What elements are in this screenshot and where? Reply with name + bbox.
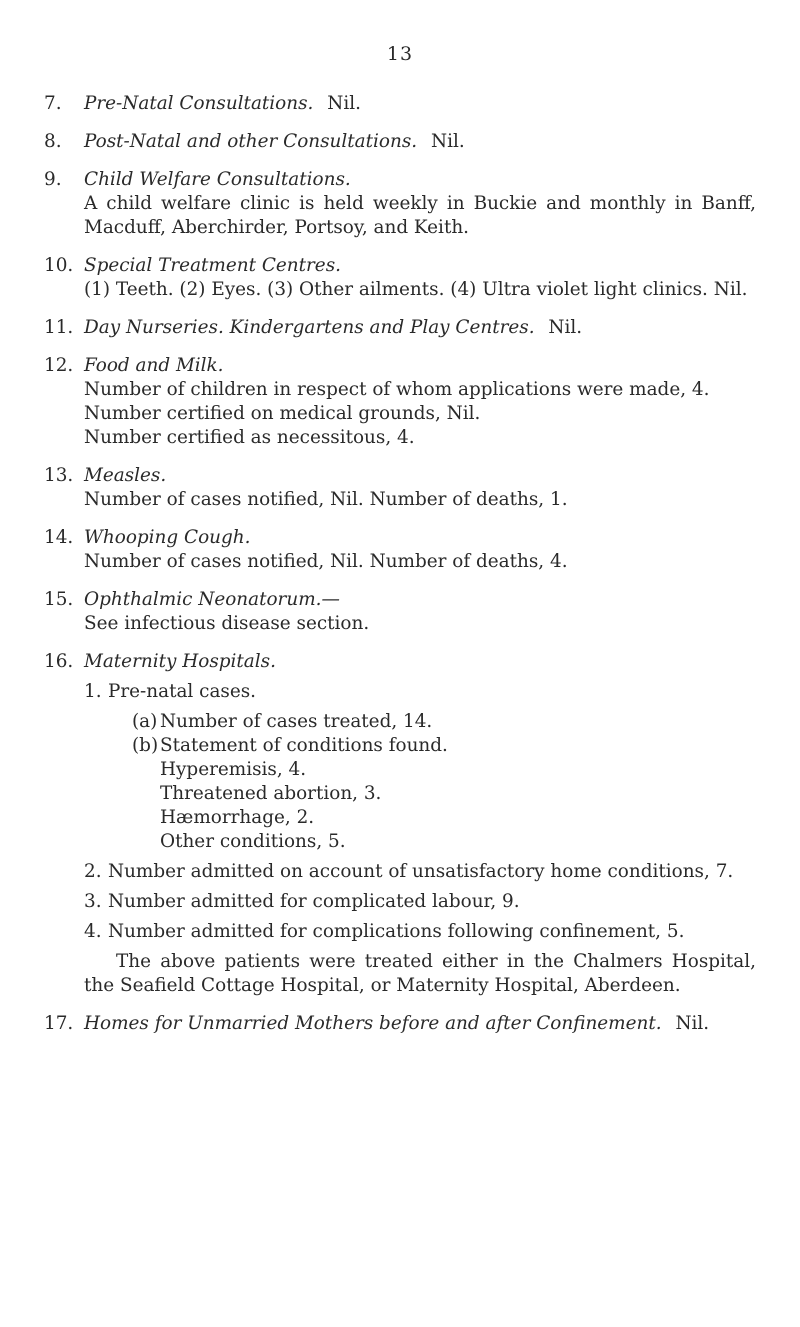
section-text: A child welfare clinic is held weekly in Buckie and monthly in Banff, Macduff, Aberchirder, Portsoy, and Keith. [84,193,756,238]
section-13 [44,464,756,512]
section-16 [44,650,756,998]
section-15 [44,588,756,636]
subitem-number: 4. [84,921,102,942]
section-number: 7. [44,93,62,114]
section-number: 9. [44,169,62,190]
section-text: Nil. [430,131,465,152]
section-line: Number certified as necessitous, 4. [84,427,415,448]
item-text: Number of cases treated, 14. [160,711,433,732]
section-number: 13. [44,465,74,486]
section-text: Nil. [327,93,361,114]
subitem-3 [84,890,756,914]
section-title: Ophthalmic Neonatorum.— [84,589,340,610]
section-text: Number of cases notified, Nil. Number of deaths, 1. [84,489,568,510]
item-letter: (a) [132,711,158,732]
maternity-note: The above patients were treated either in the Chalmers Hospital, the Seafield Cottage Hospital, or Maternity Hospital, Aberdeen. [84,951,756,996]
section-number: 8. [44,131,62,152]
section-title: Whooping Cough. [84,527,251,548]
subitem-4 [84,920,756,944]
section-14 [44,526,756,574]
lettered-item-a [132,710,756,734]
section-number: 15. [44,589,74,610]
item-letter: (b) [132,735,159,756]
section-title: Day Nurseries. Kindergartens and Play Centres. [84,317,535,338]
section-number: 16. [44,651,74,672]
item-text: Statement of conditions found. [160,735,448,756]
condition-line: Threatened abortion, 3. [160,783,382,804]
section-title: Food and Milk. [84,355,224,376]
section-title: Pre-Natal Consultations. [84,93,314,114]
section-title: Homes for Unmarried Mothers before and after Confinement. [84,1013,662,1034]
section-number: 12. [44,355,74,376]
subitem-number: 3. [84,891,102,912]
subitem-text: Number admitted for complicated labour, 9. [108,891,520,912]
condition-line: Hyperemisis, 4. [160,759,307,780]
section-8 [44,130,756,154]
section-number: 17. [44,1013,74,1034]
section-text: Nil. [675,1013,710,1034]
lettered-item-b [132,734,756,854]
subitem-1 [84,680,756,854]
condition-line: Hæmorrhage, 2. [160,807,315,828]
report-body [44,92,756,1050]
section-line: Number certified on medical grounds, Nil. [84,403,481,424]
section-text: Number of cases notified, Nil. Number of deaths, 4. [84,551,568,572]
section-text: Nil. [548,317,583,338]
subitem-2 [84,860,756,884]
subitem-number: 2. [84,861,102,882]
subitem-text: Number admitted on account of unsatisfactory home conditions, 7. [108,861,734,882]
maternity-sublist [84,680,756,998]
page-number: 13 [386,43,414,65]
condition-line: Other conditions, 5. [160,831,346,852]
subitem-text: Number admitted for complications following confinement, 5. [108,921,685,942]
section-7 [44,92,756,116]
section-number: 10. [44,255,74,276]
section-title: Child Welfare Consultations. [84,169,351,190]
section-title: Special Treatment Centres. [84,255,341,276]
section-text: (1) Teeth. (2) Eyes. (3) Other ailments. (4) Ultra violet light clinics. Nil. [84,279,748,300]
section-text: See infectious disease section. [84,613,370,634]
section-12 [44,354,756,450]
section-9 [44,168,756,240]
section-number: 14. [44,527,74,548]
section-10 [44,254,756,302]
section-title: Maternity Hospitals. [84,651,276,672]
section-line: Number of children in respect of whom applications were made, 4. [84,379,710,400]
subitem-text: Pre-natal cases. [108,681,257,702]
subitem-number: 1. [84,681,102,702]
section-title: Measles. [84,465,167,486]
section-number: 11. [44,317,74,338]
section-title: Post-Natal and other Consultations. [84,131,418,152]
section-17 [44,1012,756,1036]
lettered-list [108,710,756,854]
section-11 [44,316,756,340]
